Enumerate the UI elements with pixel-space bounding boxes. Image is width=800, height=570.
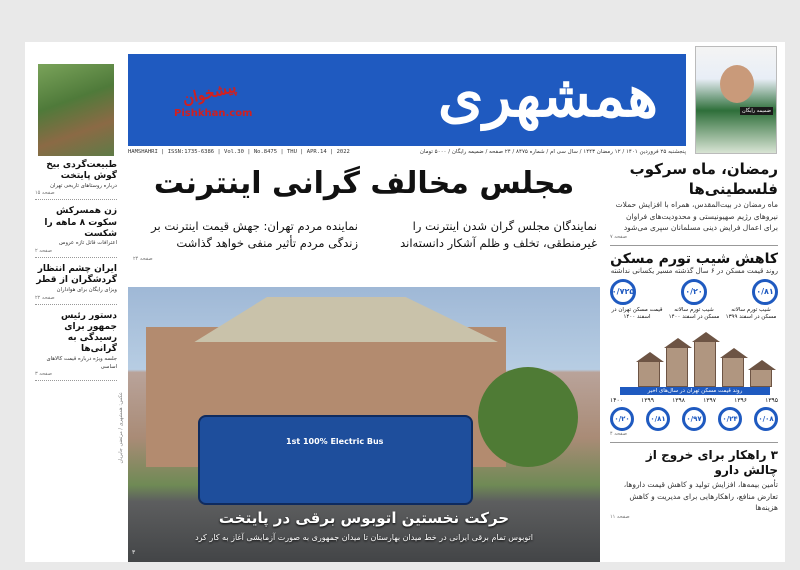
rate-ring: ۰/۸۱ xyxy=(646,407,670,431)
rate-ring: ۰/۰۸ xyxy=(754,407,778,431)
divider xyxy=(610,245,778,246)
masthead xyxy=(128,54,686,146)
chart-caption: روند قیمت مسکن تهران در سال‌های اخیر xyxy=(620,387,770,395)
page-ref: صفحه ۷ xyxy=(610,233,627,240)
infographic-title: کاهش شیب تورم مسکن xyxy=(610,250,778,267)
houses-chart xyxy=(610,325,778,395)
headline-subtext-right: نمایندگان مجلس گران شدن اینترنت را غیرمنطقی، تخلف و ظلم آشکار دانسته‌اند xyxy=(400,219,597,250)
year-labels xyxy=(610,397,778,404)
portrait-image xyxy=(720,65,754,103)
story-title: ۳ راهکار برای خروج از چالش دارو xyxy=(645,447,778,478)
medicine-story[interactable] xyxy=(610,448,778,520)
year-label: ۱۳۹۵ xyxy=(765,396,778,404)
nature-thumbnail xyxy=(38,64,114,156)
photo-credit: عکس: همشهری / مرتضی جابریان xyxy=(118,392,124,464)
stat-label: شیب تورم سالانه مسکن در اسفند ۱۴۰۰ xyxy=(668,306,720,321)
story-title: زن همسرکش سکوت ۸ ماهه را شکست xyxy=(44,206,117,239)
story-title: رمضان، ماه سرکوب فلسطینی‌ها xyxy=(629,160,778,198)
issue-info-en: HAMSHAHRI | ISSN:1735-6386 | Vol.30 | No.8475 | THU | APR.14 | 2022 xyxy=(128,148,350,155)
house-bar xyxy=(666,347,688,387)
year-label: ۱۳۹۶ xyxy=(734,396,747,404)
stat-labels xyxy=(610,307,778,322)
left-story[interactable] xyxy=(35,311,117,382)
photo-page-ref: ۳ xyxy=(132,549,136,556)
year-label: ۱۴۰۰ xyxy=(610,396,623,404)
electric-bus-image xyxy=(198,415,473,505)
story-text: تأمین بیمه‌ها، افزایش تولید و کاهش قیمت داروها، تعارض منافع، راهکارهایی برای مدیریت و کاهش هزینه‌ها xyxy=(623,479,778,513)
stat-circle: ۰/۲۰ xyxy=(681,279,707,305)
left-story[interactable] xyxy=(35,206,117,258)
story-title: دستور رئیس جمهور برای رسیدگی به گرانی‌ها xyxy=(60,310,117,355)
right-column xyxy=(610,160,778,520)
building-roof xyxy=(168,297,498,342)
supplement-thumbnail xyxy=(695,46,777,154)
divider xyxy=(610,442,778,443)
page-ref: صفحه ۳ xyxy=(35,371,52,378)
ramadan-story[interactable] xyxy=(610,160,778,240)
tree-image xyxy=(478,367,578,467)
headline-page-ref: صفحه ۲۴ xyxy=(133,256,153,262)
story-text: ماه رمضان در بیت‌المقدس، همراه با افزایش حملات نیروهای رژیم صهیونیستی و محدودیت‌های فراوان برای اعمال فرایض دینی مسلمانان سپری می‌شود xyxy=(615,200,778,233)
left-story[interactable] xyxy=(35,160,117,200)
photo-caption-text: اتوبوس تمام برقی ایرانی در خط میدان بهارستان تا میدان جمهوری به صورت آزمایشی آغاز به کار کرد xyxy=(195,533,533,542)
rate-rings xyxy=(610,407,778,431)
stat-circles xyxy=(610,279,778,305)
infographic-subtitle: روند قیمت مسکن در ۶ سال گذشته مسیر یکسانی نداشته xyxy=(610,266,778,275)
page-ref: صفحه ۱۱ xyxy=(610,513,630,520)
rate-ring: ۰/۹۷ xyxy=(682,407,706,431)
story-title: طبیعت‌گردی بیخ گوش پایتخت xyxy=(46,160,117,182)
page-ref: صفحه ۲ xyxy=(35,248,52,255)
year-label: ۱۳۹۷ xyxy=(703,396,716,404)
story-text: جلسه ویژه درباره قیمت کالاهای اساسی xyxy=(46,355,117,370)
year-label: ۱۳۹۹ xyxy=(641,396,654,404)
story-text: ویزای رایگان برای هواداران xyxy=(56,286,117,293)
pishkhan-watermark: پیشخوان xyxy=(180,77,239,109)
house-bar xyxy=(638,361,660,387)
story-title: ایران چشم انتظار گردشگران از قطر xyxy=(36,264,117,286)
left-story[interactable] xyxy=(35,264,117,304)
house-bar xyxy=(750,369,772,387)
stat-label: قیمت مسکن تهران در اسفند ۱۴۰۰ xyxy=(611,306,663,321)
housing-infographic[interactable] xyxy=(610,251,778,437)
page-ref: صفحه ۲۲ xyxy=(35,294,55,301)
house-bar xyxy=(722,357,744,387)
stat-label: شیب تورم سالانه مسکن در اسفند ۱۳۹۹ xyxy=(725,306,777,321)
headline-subtext-left: نماینده مردم تهران: جهش قیمت اینترنت بر زندگی مردم تأثیر منفی خواهد گذاشت xyxy=(151,219,358,250)
issue-info-bar xyxy=(128,146,686,157)
stat-circle: ۰/۸۱ xyxy=(752,279,778,305)
pishkhan-url: Pishkhan.com xyxy=(174,108,253,119)
newspaper-logo: همشهری xyxy=(438,62,658,130)
rate-ring: ۰/۲۴ xyxy=(718,407,742,431)
left-column xyxy=(35,160,117,387)
page-ref: صفحه ۴ xyxy=(610,430,627,437)
story-text: درباره روستاهای تاریخی تهران xyxy=(50,182,117,189)
year-label: ۱۳۹۸ xyxy=(672,396,685,404)
lead-photo[interactable] xyxy=(128,287,600,562)
newspaper-page xyxy=(25,42,785,562)
issue-info-fa: پنجشنبه ۲۵ فروردین ۱۴۰۱ / ۱۲ رمضان ۱۴۴۳ / سال سی ام / شماره ۸۴۷۵ / ۲۴ صفحه / ضمیمه رایگان / ۵۰۰۰ تومان xyxy=(419,148,686,155)
supplement-label: ضمیمه رایگان xyxy=(742,108,771,114)
photo-caption-title: حرکت نخستین اتوبوس برقی در پایتخت xyxy=(218,509,510,527)
bus-label: 1st 100% Electric Bus xyxy=(286,437,384,446)
page-ref: صفحه ۱۵ xyxy=(35,190,55,197)
stat-circle: ۰/۷۲۵ xyxy=(610,279,636,305)
story-text: اعترافات قاتل تازه عروس xyxy=(59,240,117,247)
rate-ring: ۰/۲۰ xyxy=(610,407,634,431)
house-bar xyxy=(694,341,716,387)
main-headline[interactable]: مجلس مخالف گرانی اینترنت xyxy=(153,166,575,201)
